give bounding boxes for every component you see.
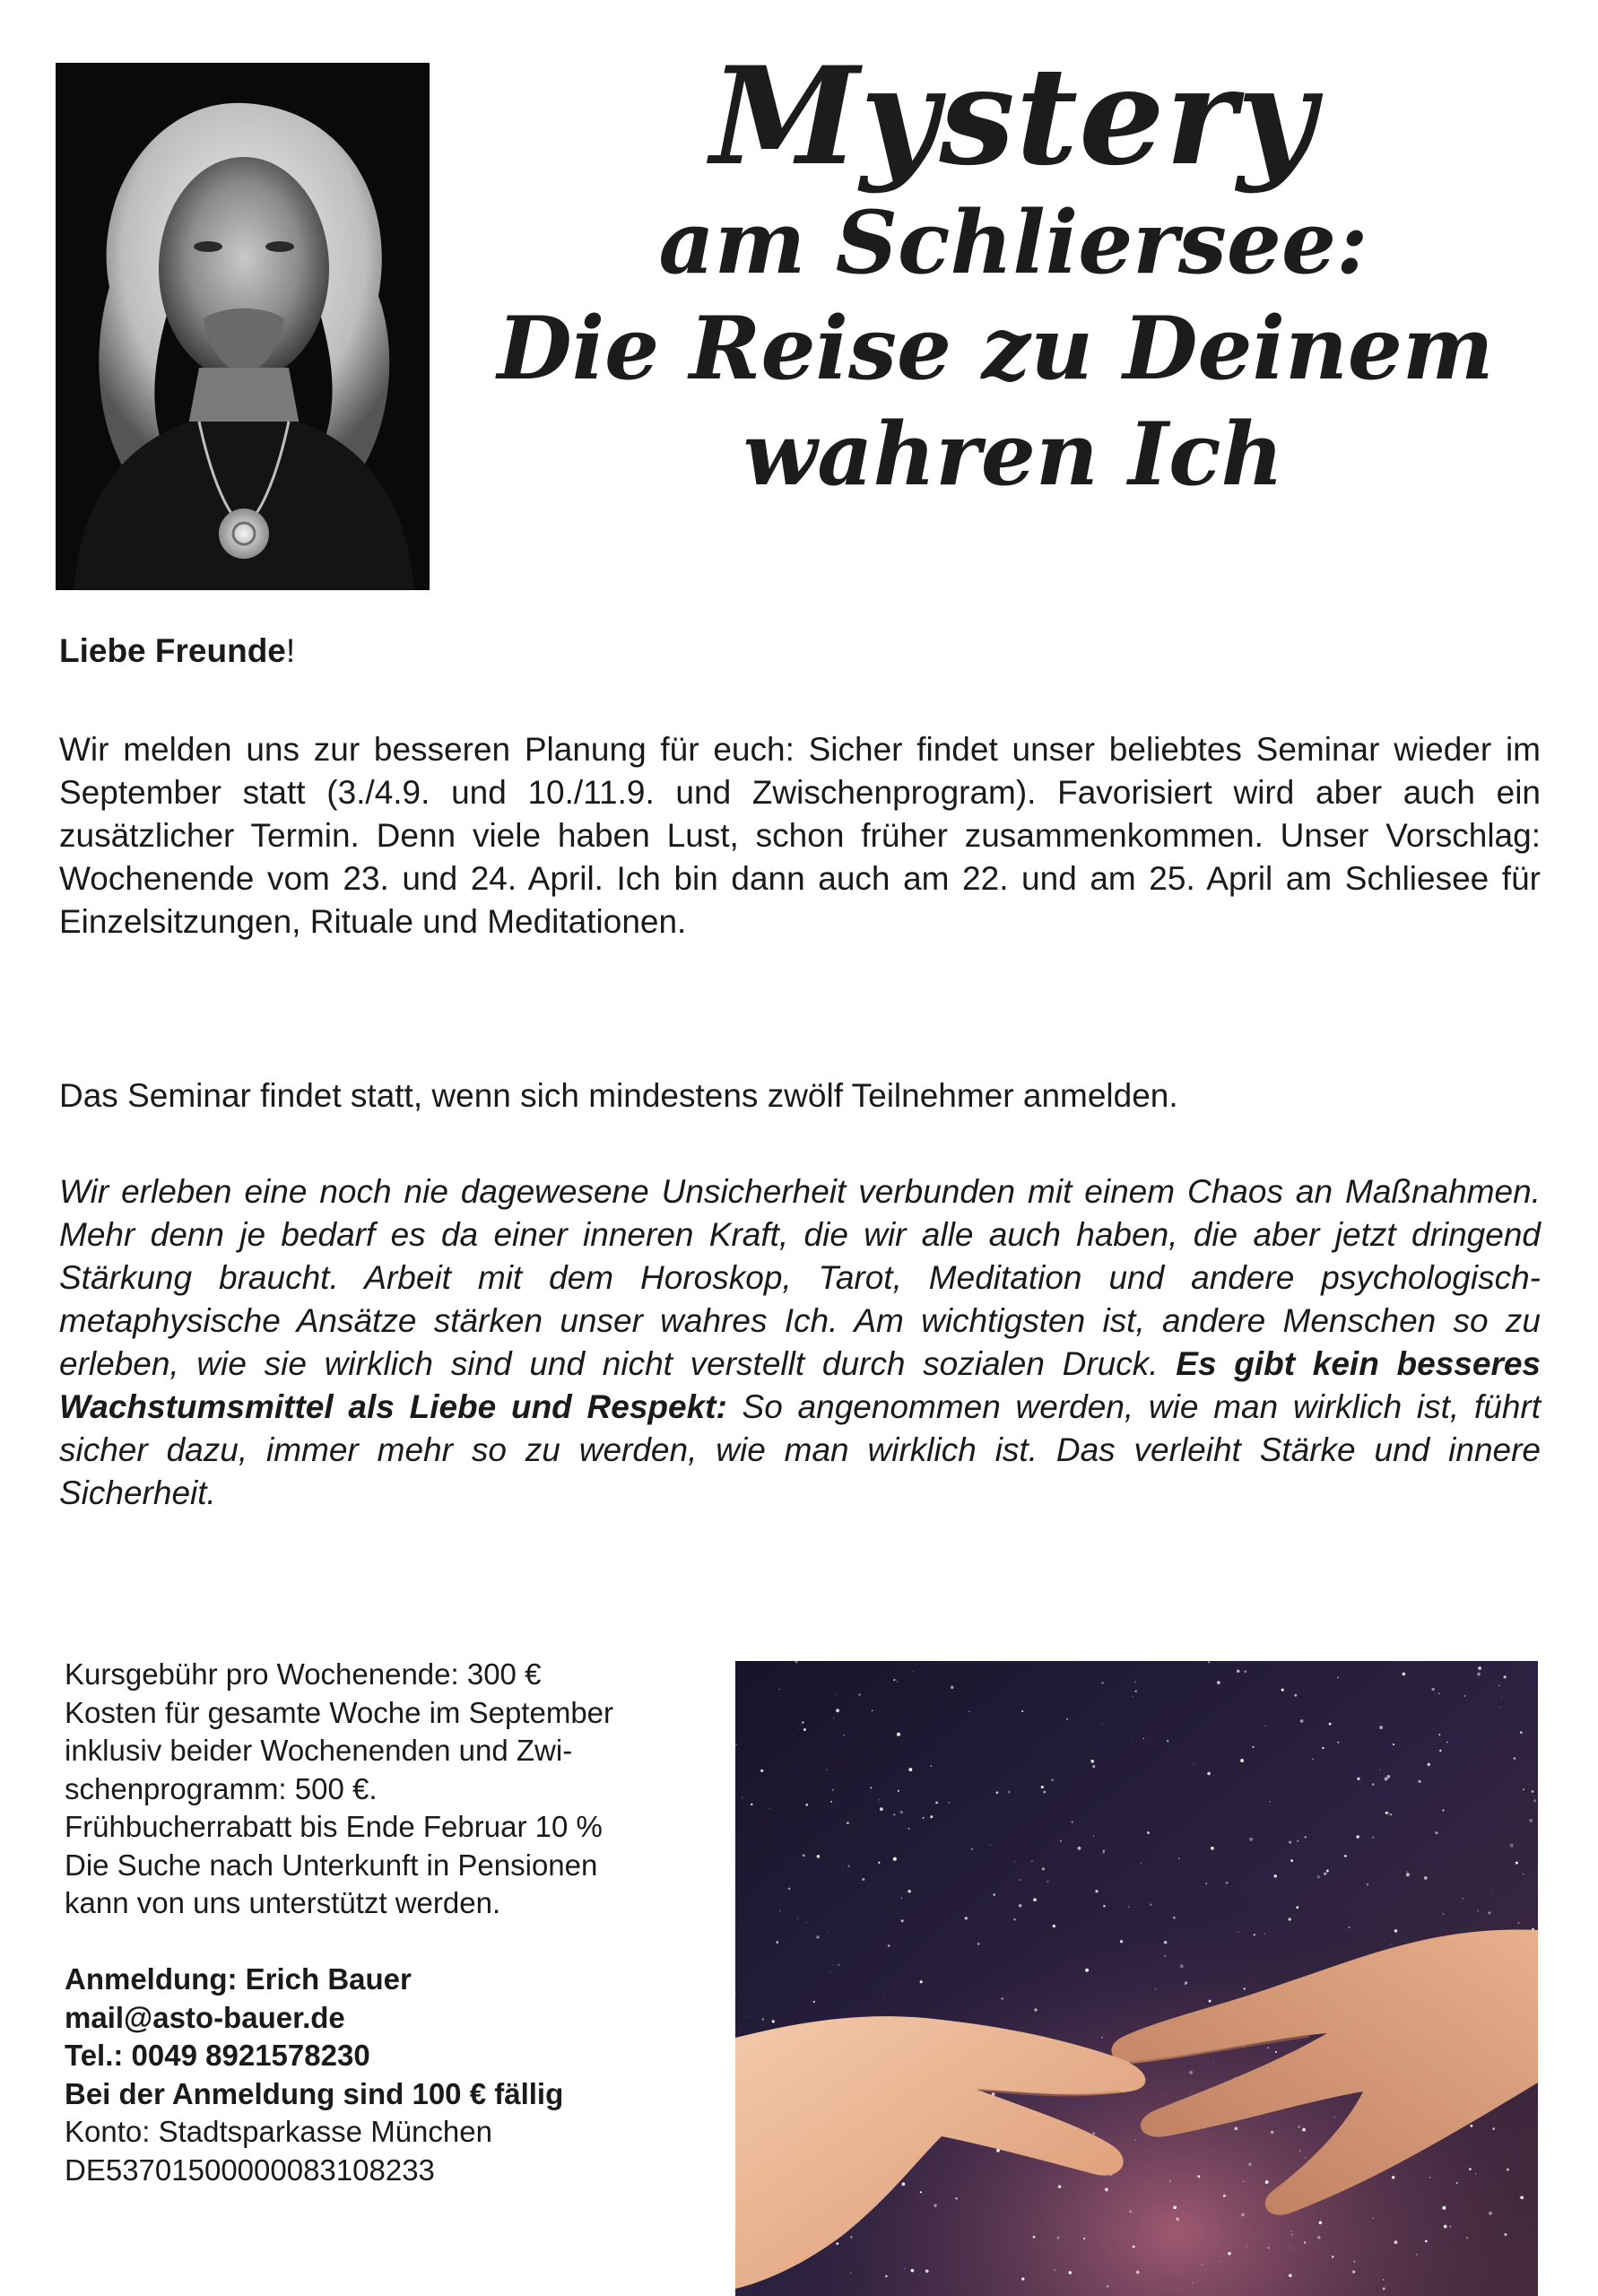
paragraph-philosophy-part1: Wir erleben eine noch nie dagewesene Unsicherheit verbunden mit einem Chaos an Maßnahmen. Mehr denn je bedarf es da einer inneren Kraft, die wir alle auch haben, die aber jetzt dringend Stärkung braucht. Arbeit mit dem Horoskop, Tarot, Meditation und andere psychologisch-metaphysische Ansätze stärken unser wahres Ich. Am wichtigsten ist, andere Menschen so zu erleben, wie sie wirklich sind und nicht verstellt durch sozialen Druck. [59,1173,1541,1382]
registration-email: mail@asto-bauer.de [65,2000,345,2034]
fee-line: Kursgebühr pro Wochenende: 300 € [65,1657,542,1691]
greeting-name: Liebe Freunde [59,632,286,669]
paragraph-philosophy [59,1170,1541,1515]
registration-contact: Anmeldung: Erich Bauer [65,1962,412,1996]
title-line-1: Mystery [710,38,1316,196]
fee-line: Kosten für gesamte Woche im September [65,1695,614,1729]
fee-line: Die Suche nach Unterkunft in Pensionen [65,1848,598,1882]
fee-line: schenprogramm: 500 €. [65,1771,378,1805]
registration-phone: Tel.: 0049 8921578230 [65,2039,370,2072]
portrait-photo [56,63,430,590]
paragraph-planning: Wir melden uns zur besseren Planung für euch: Sicher findet unser beliebtes Seminar wieder im September statt (3./4.9. und 10./11.9. und Zwischenprogram). Favorisiert wird aber auch ein zusätzlicher Termin. Denn viele haben Lust, schon früher zusammenkommen. Unser Vorschlag: Wochenende vom 23. und 24. April. Ich bin dann auch am 22. und am 25. April am Schliesee für Einzelsitzungen, Rituale und Meditationen. [59,731,1541,940]
title-line-4: wahren Ich [743,404,1284,505]
registration-deposit: Bei der Anmeldung sind 100 € fällig [65,2076,564,2110]
paragraph-minimum: Das Seminar findet statt, wenn sich mindestens zwölf Teilnehmer anmelden. [59,1077,1178,1114]
title-line-3: Die Reise zu Deinem [497,298,1494,399]
fee-line: kann von uns unterstützt werden. [65,1886,501,1919]
fee-info [65,1656,728,2189]
title-line-2: am Schliersee: [658,192,1368,293]
bank-account: Konto: Stadtsparkasse München [65,2115,492,2148]
paragraph-philosophy-bold: Es gibt kein besseres Wachstumsmittel als Liebe und Respekt: [59,1345,1542,1425]
fee-line: inklusiv beider Wochenenden und Zwi- [65,1734,573,1767]
greeting-punct: ! [285,632,296,669]
bank-iban: DE53701500000083108233 [65,2152,435,2187]
greeting [59,630,295,673]
fee-line: Frühbucherrabatt bis Ende Februar 10 % [65,1810,603,1843]
page-title [430,38,1596,505]
spacer [65,1923,728,1961]
hands-starry-sky-photo [735,1661,1538,2296]
paragraph-philosophy-part2: So angenommen werden, wie man wirklich ist, führt sicher dazu, immer mehr so zu werden, wie man wirklich ist. Das verleiht Stärke und innere Sicherheit. [59,1388,1541,1511]
